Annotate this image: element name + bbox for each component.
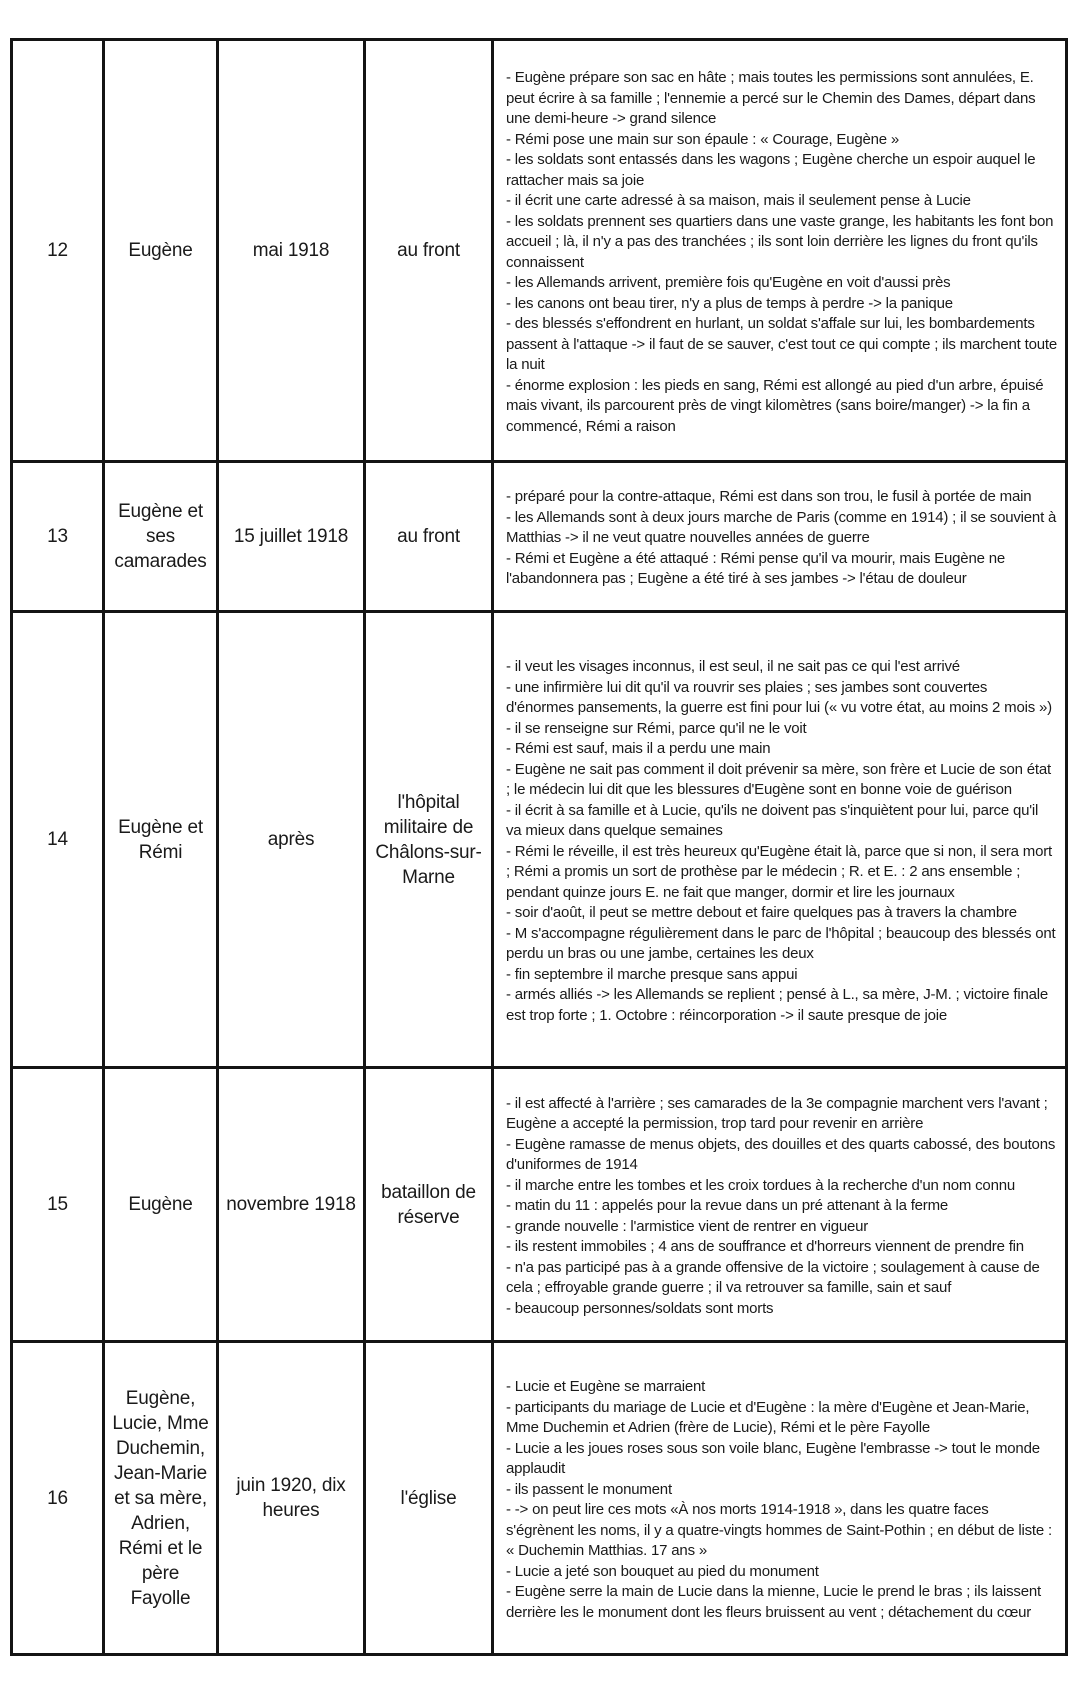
summary-item: - les canons ont beau tirer, n'y a plus de temps à perdre -> la panique: [506, 294, 1057, 315]
place-cell: [365, 40, 493, 462]
summary-cell: [493, 1342, 1067, 1655]
summary-item: - Eugène ne sait pas comment il doit prévenir sa mère, son frère et Lucie de son état ; le médecin lui dit que les blessures d'Eugène sont en bonne voie de guérison: [506, 760, 1057, 801]
chapter-number-cell: [12, 40, 104, 462]
place: l'hôpital militaire de Châlons-sur-Marne: [375, 791, 482, 888]
summary-item: - il est affecté à l'arrière ; ses camarades de la 3e compagnie marchent vers l'avant ; Eugène a accepté la permission, trop tard pour revenir en arrière: [506, 1094, 1057, 1135]
summary-item: - les Allemands sont à deux jours marche de Paris (comme en 1914) ; il se souvient à Matthias -> il ne veut quatre nouvelles années de guerre: [506, 508, 1057, 549]
date-cell: [218, 1342, 365, 1655]
place: l'église: [400, 1487, 457, 1509]
summary-item: - ils restent immobiles ; 4 ans de souffrance et d'horreurs viennent de prendre fin: [506, 1237, 1057, 1258]
summary-item: - beaucoup personnes/soldats sont morts: [506, 1299, 1057, 1320]
summary-item: - soir d'août, il peut se mettre debout et faire quelques pas à travers la chambre: [506, 903, 1057, 924]
date-cell: [218, 612, 365, 1068]
summary-list: [494, 469, 1065, 604]
place-cell: [365, 462, 493, 612]
table-row: [12, 1342, 1067, 1655]
summary-cell: [493, 40, 1067, 462]
summary-item: - Rémi le réveille, il est très heureux qu'Eugène était là, parce que si non, il sera mort ; Rémi a promis un sort de prothèse par le médecin ; R. et E. : 2 ans ensemble ; pendant quinze jours E. ne fait que manger, dormir et lire les journaux: [506, 842, 1057, 904]
place-cell: [365, 612, 493, 1068]
summary-list: [494, 50, 1065, 451]
summary-item: - Eugène prépare son sac en hâte ; mais toutes les permissions sont annulées, E. peut écrire à sa famille ; l'ennemie a percé sur le Chemin des Dames, départ dans une demi-heure -> grand silence: [506, 68, 1057, 130]
summary-item: - les Allemands arrivent, première fois qu'Eugène en voit d'aussi près: [506, 273, 1057, 294]
place: au front: [397, 240, 460, 261]
table-body: [12, 40, 1067, 1655]
summary-item: - les soldats sont entassés dans les wagons ; Eugène cherche un espoir auquel le rattacher mais sa joie: [506, 150, 1057, 191]
summary-item: - ils passent le monument: [506, 1480, 1057, 1501]
summary-item: - Lucie a les joues roses sous son voile blanc, Eugène l'embrasse -> tout le monde applaudit: [506, 1439, 1057, 1480]
chapter-number: 15: [47, 1194, 68, 1215]
summary-item: - grande nouvelle : l'armistice vient de rentrer en vigueur: [506, 1217, 1057, 1238]
characters-cell: [104, 612, 218, 1068]
chapter-number-cell: [12, 1068, 104, 1342]
summary-item: - les soldats prennent ses quartiers dans une vaste grange, les habitants les font bon accueil ; là, il n'y a pas des tranchées ; ils sont loin derrière les lignes du front qu'ils connaissent: [506, 212, 1057, 274]
summary-item: - des blessés s'effondrent en hurlant, un soldat s'affale sur lui, les bombardements passent à l'attaque -> il faut de se sauver, c'est tout ce qui compte ; ils marchent toute la nuit: [506, 314, 1057, 376]
summary-item: - fin septembre il marche presque sans appui: [506, 965, 1057, 986]
characters: Eugène, Lucie, Mme Duchemin, Jean-Marie et sa mère, Adrien, Rémi et le père Fayolle: [112, 1387, 209, 1609]
date-cell: [218, 1068, 365, 1342]
summary-item: - énorme explosion : les pieds en sang, Rémi est allongé au pied d'un arbre, épuisé mais vivant, ils parcourent près de vingt kilomètres (sans boire/manger) -> la fin a commencé, Rémi a raison: [506, 376, 1057, 438]
place-cell: [365, 1342, 493, 1655]
date: novembre 1918: [226, 1194, 356, 1215]
characters: Eugène et Rémi: [118, 816, 203, 863]
table-row: [12, 40, 1067, 462]
summary-item: - matin du 11 : appelés pour la revue dans un pré attenant à la ferme: [506, 1196, 1057, 1217]
summary-item: - -> on peut lire ces mots «À nos morts 1914-1918 », dans les quatre faces s'égrènent les noms, il y a quatre-vingts hommes de Saint-Pothin ; en début de liste : « Duchemin Matthias. 17 ans »: [506, 1500, 1057, 1562]
date: après: [267, 829, 315, 850]
summary-cell: [493, 462, 1067, 612]
summary-item: - il se renseigne sur Rémi, parce qu'il ne le voit: [506, 719, 1057, 740]
date: mai 1918: [252, 240, 330, 261]
summary-list: [494, 1359, 1065, 1637]
summary-item: - il écrit à sa famille et à Lucie, qu'ils ne doivent pas s'inquiètent pour lui, parce qu'il va mieux dans quelque semaines: [506, 801, 1057, 842]
chapter-number-cell: [12, 1342, 104, 1655]
summary-item: - une infirmière lui dit qu'il va rouvrir ses plaies ; ses jambes sont couvertes d'énormes pansements, la guerre est fini pour lui (« vu votre état, au moins 2 mois »): [506, 678, 1057, 719]
summary-item: - participants du mariage de Lucie et d'Eugène : la mère d'Eugène et Jean-Marie, Mme Duchemin et Adrien (frère de Lucie), Rémi et le père Fayolle: [506, 1398, 1057, 1439]
summary-cell: [493, 1068, 1067, 1342]
summary-item: - il veut les visages inconnus, il est seul, il ne sait pas ce qui l'est arrivé: [506, 657, 1057, 678]
summary-item: - Lucie et Eugène se marraient: [506, 1377, 1057, 1398]
summary-item: - Rémi est sauf, mais il a perdu une main: [506, 739, 1057, 760]
summary-item: - armés alliés -> les Allemands se replient ; pensé à L., sa mère, J-M. ; victoire finale est trop forte ; 1. Octobre : réincorporation -> il saute presque de joie: [506, 985, 1057, 1026]
chapter-summary-table: [10, 38, 1068, 1656]
summary-cell: [493, 612, 1067, 1068]
summary-list: [494, 1076, 1065, 1334]
summary-item: - Rémi pose une main sur son épaule : « Courage, Eugène »: [506, 130, 1057, 151]
summary-item: - Lucie a jeté son bouquet au pied du monument: [506, 1562, 1057, 1583]
summary-item: - Eugène serre la main de Lucie dans la mienne, Lucie le prend le bras ; ils laissent derrière les le monument dont les fleurs bruissent au vent ; détachement du cœur: [506, 1582, 1057, 1623]
characters-cell: [104, 462, 218, 612]
chapter-number: 16: [47, 1487, 68, 1509]
date: juin 1920, dix heures: [236, 1475, 346, 1521]
chapter-number-cell: [12, 612, 104, 1068]
summary-item: - préparé pour la contre-attaque, Rémi est dans son trou, le fusil à portée de main: [506, 487, 1057, 508]
place: au front: [397, 526, 460, 547]
table-row: [12, 612, 1067, 1068]
chapter-number: 14: [47, 829, 68, 850]
chapter-number-cell: [12, 462, 104, 612]
summary-list: [494, 639, 1065, 1040]
table-row: [12, 1068, 1067, 1342]
characters-cell: [104, 40, 218, 462]
place-cell: [365, 1068, 493, 1342]
characters-cell: [104, 1068, 218, 1342]
chapter-number: 12: [47, 240, 68, 261]
table-row: [12, 462, 1067, 612]
summary-item: - Rémi et Eugène a été attaqué : Rémi pense qu'il va mourir, mais Eugène ne l'abandonnera pas ; Eugène a été tiré à ses jambes -> l'étau de douleur: [506, 549, 1057, 590]
summary-item: - Eugène ramasse de menus objets, des douilles et des quarts cabossé, des boutons d'uniformes de 1914: [506, 1135, 1057, 1176]
summary-item: - n'a pas participé pas à a grande offensive de la victoire ; soulagement à cause de cela ; effroyable grande guerre ; il va retrouver sa famille, sain et sauf: [506, 1258, 1057, 1299]
summary-item: - M s'accompagne régulièrement dans le parc de l'hôpital ; beaucoup des blessés ont perdu un bras ou une jambe, certaines les deux: [506, 924, 1057, 965]
chapter-number: 13: [47, 526, 68, 547]
summary-item: - il marche entre les tombes et les croix tordues à la recherche d'un nom connu: [506, 1176, 1057, 1197]
characters-cell: [104, 1342, 218, 1655]
date: 15 juillet 1918: [233, 526, 349, 547]
date-cell: [218, 40, 365, 462]
characters: Eugène: [128, 1194, 193, 1215]
characters: Eugène: [128, 240, 193, 261]
date-cell: [218, 462, 365, 612]
characters: Eugène et ses camarades: [114, 501, 207, 572]
summary-item: - il écrit une carte adressé à sa maison, mais il seulement pense à Lucie: [506, 191, 1057, 212]
place: bataillon de réserve: [381, 1181, 476, 1228]
